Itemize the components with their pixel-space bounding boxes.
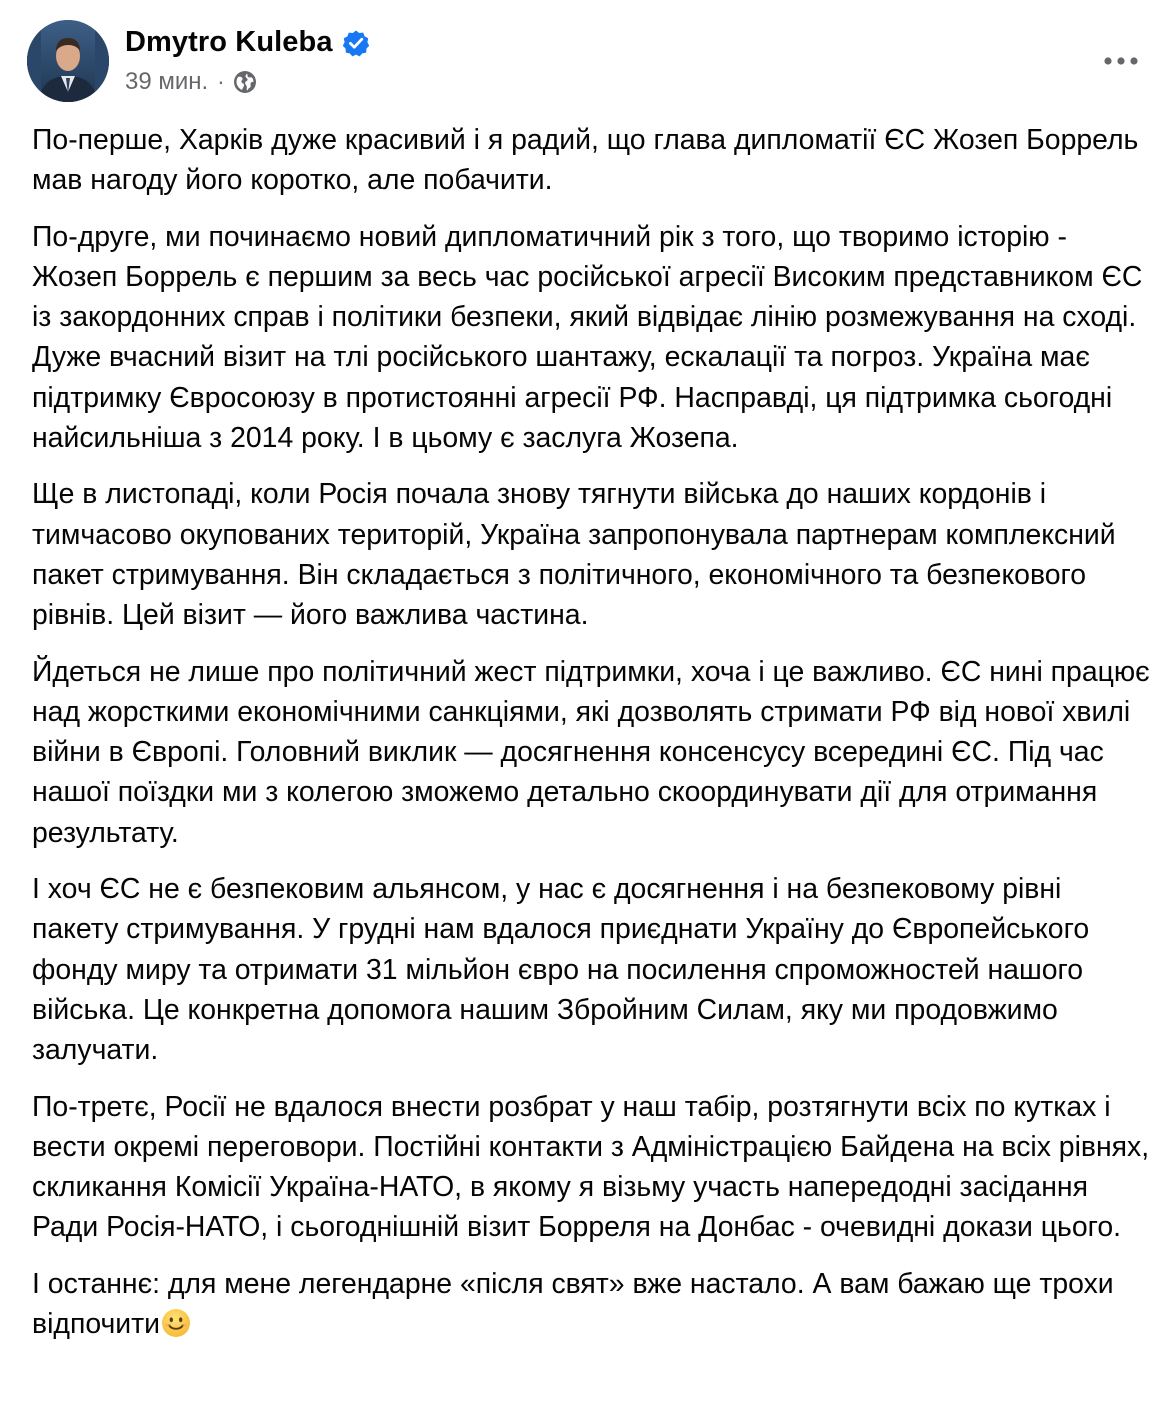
- post-timestamp[interactable]: 39 мин.: [125, 68, 209, 95]
- post-meta: [125, 68, 257, 96]
- avatar-portrait: [27, 20, 109, 102]
- author-avatar[interactable]: [27, 20, 109, 102]
- verified-badge-icon: [342, 29, 370, 57]
- post-paragraph: І хоч ЄС не є безпековим альянсом, у нас є досягнення і на безпековому рівні пакету стримування. У грудні нам вдалося приєднати Україну до Європейського фонду миру та отримати 31 мільйон євро на посилення спроможностей нашого війська. Це конкретна допомога нашим Збройним Силам, яку ми продовжимо залучати.: [32, 873, 1090, 1067]
- meta-separator: ·: [217, 69, 225, 94]
- author-line: [125, 26, 370, 59]
- post-paragraph: Ще в листопаді, коли Росія почала знову тягнути війська до наших кордонів і тимчасово окупованих територій, Україна запропонувала партнерам комплексний пакет стримування. Він складається з політичного, економічного та безпекового рівнів. Цей візит — його важлива частина.: [32, 478, 1116, 632]
- smiling-face-emoji-icon: [161, 1308, 191, 1338]
- post-paragraph: По-друге, ми починаємо новий дипломатичний рік з того, що творимо історію - Жозеп Боррель є першим за весь час російської агресії Високим представником ЄС із закордонних справ і політики безпеки, який відвідає лінію розмежування на сході. Дуже вчасний візит на тлі російського шантажу, ескалації та погроз. Україна має підтримку Євросоюзу в протистоянні агресії РФ. Насправді, ця підтримка сьогодні найсильніша з 2014 року. І в цьому є заслуга Жозепа.: [32, 220, 1143, 455]
- post-options-button[interactable]: [1096, 36, 1146, 86]
- post-paragraph: Йдеться не лише про політичний жест підтримки, хоча і це важливо. ЄС нині працює над жорсткими економічними санкціями, які дозволять стримати РФ від нової хвилі війни в Європі. Головний виклик — досягнення консенсусу всередині ЄС. Під час нашої поїздки ми з колегою зможемо детально скоординувати дії для отримання результату.: [32, 655, 1150, 849]
- author-name[interactable]: Dmytro Kuleba: [125, 26, 333, 58]
- post-paragraph-last: [32, 1264, 1152, 1345]
- post-paragraph: По-перше, Харків дуже красивий і я радий, що глава дипломатії ЄС Жозеп Боррель мав нагоду його коротко, але побачити.: [32, 124, 1139, 197]
- post-paragraph-text: І останнє: для мене легендарне «після свят» вже настало. А вам бажаю ще трохи відпочити: [32, 1267, 1114, 1341]
- more-horizontal-icon: [1103, 56, 1139, 66]
- post-paragraph: По-третє, Росії не вдалося внести розбрат у наш табір, розтягнути всіх по кутках і вести окремі переговори. Постійні контакти з Адміністрацією Байдена на всіх рівнях, скликання Комісії Україна-НАТО, в якому я візьму участь напередодні засідання Ради Росія-НАТО, і сьогоднішній візит Борреля на Донбас - очевидні докази цього.: [32, 1090, 1150, 1244]
- post-header: [27, 20, 1154, 104]
- globe-icon[interactable]: [233, 70, 257, 94]
- post-body: [32, 120, 1152, 1360]
